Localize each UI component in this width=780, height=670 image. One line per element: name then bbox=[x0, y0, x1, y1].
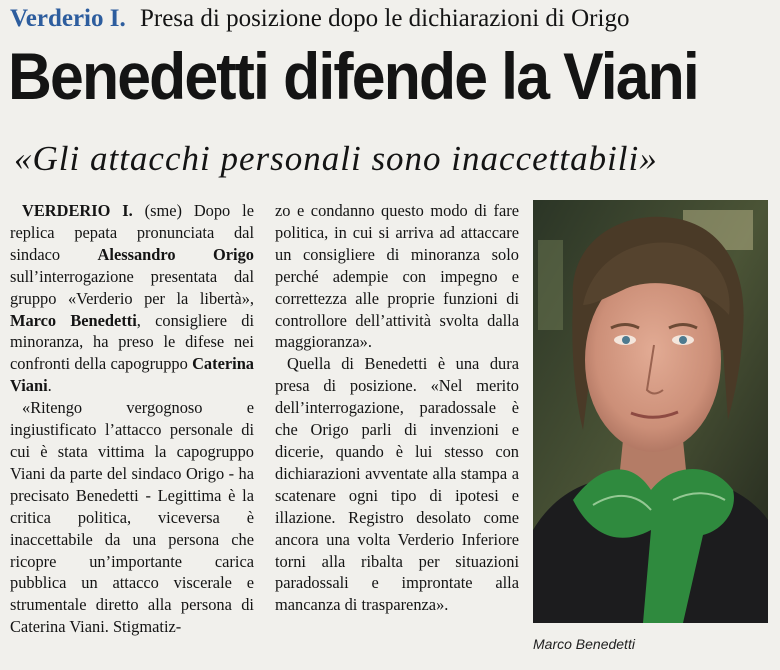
portrait-photo bbox=[533, 200, 768, 623]
article-column-2 bbox=[275, 200, 519, 616]
bold-run: VERDERIO I. bbox=[22, 201, 133, 220]
text-run: . bbox=[47, 376, 52, 396]
text-run: (sme) Dopo le replica pepata pronunciata dal sindaco bbox=[10, 201, 254, 264]
headline: Benedetti difende la Viani bbox=[8, 39, 698, 113]
article-column-1 bbox=[10, 200, 254, 638]
kicker bbox=[10, 4, 775, 34]
bold-run: Marco Benedetti bbox=[10, 310, 137, 330]
text-run: sull’interrogazione presentata dal gruppo «Verderio per la libertà», bbox=[10, 266, 254, 308]
photo-frame bbox=[533, 200, 768, 625]
article-paragraph: «Ritengo vergognoso e ingiustificato l’attacco personale di cui è stata vittima la capogruppo Viani da parte del sindaco Origo - ha precisato Benedetti - Legittima è la critica politica, viceversa è inaccettabile da una persona che ricopre un’importante carica pubblica un attacco viscerale e strumentale diretto alla persona di Caterina Viani. Stigmatiz- bbox=[10, 398, 254, 637]
article-paragraph: zo e condanno questo modo di fare politica, in cui si arriva ad attaccare un consigliere di minoranza solo perché adempie con impegno e correttezza alle proprie funzioni di controllore dell’attività svolta dalla maggioranza». bbox=[275, 201, 519, 352]
article-paragraph bbox=[10, 200, 254, 397]
subhead: «Gli attacchi personali sono inaccettabili» bbox=[14, 139, 658, 178]
text-run: , consigliere di minoranza, ha preso le difese nei confronti della capogruppo bbox=[10, 310, 254, 374]
kicker-text: Presa di posizione dopo le dichiarazioni di Origo bbox=[139, 5, 630, 32]
bold-run: Caterina Viani bbox=[10, 354, 254, 396]
photo-caption: Marco Benedetti bbox=[533, 636, 635, 652]
article-paragraph: Quella di Benedetti è una dura presa di posizione. «Nel merito dell’interrogazione, paradossale è che Origo parli di invenzioni e dicerie, quando è lui stesso con dichiarazioni avventate alla stampa a scatenare ogni tipo di ipotesi e illazione. Registro desolato come ancora una volta Verderio Inferiore torni alla ribalta per situazioni paradossali e improntate alla mancanza di trasparenza». bbox=[275, 354, 519, 615]
kicker-location: Verderio I. bbox=[10, 5, 126, 32]
bold-run: Alessandro Origo bbox=[97, 244, 255, 264]
